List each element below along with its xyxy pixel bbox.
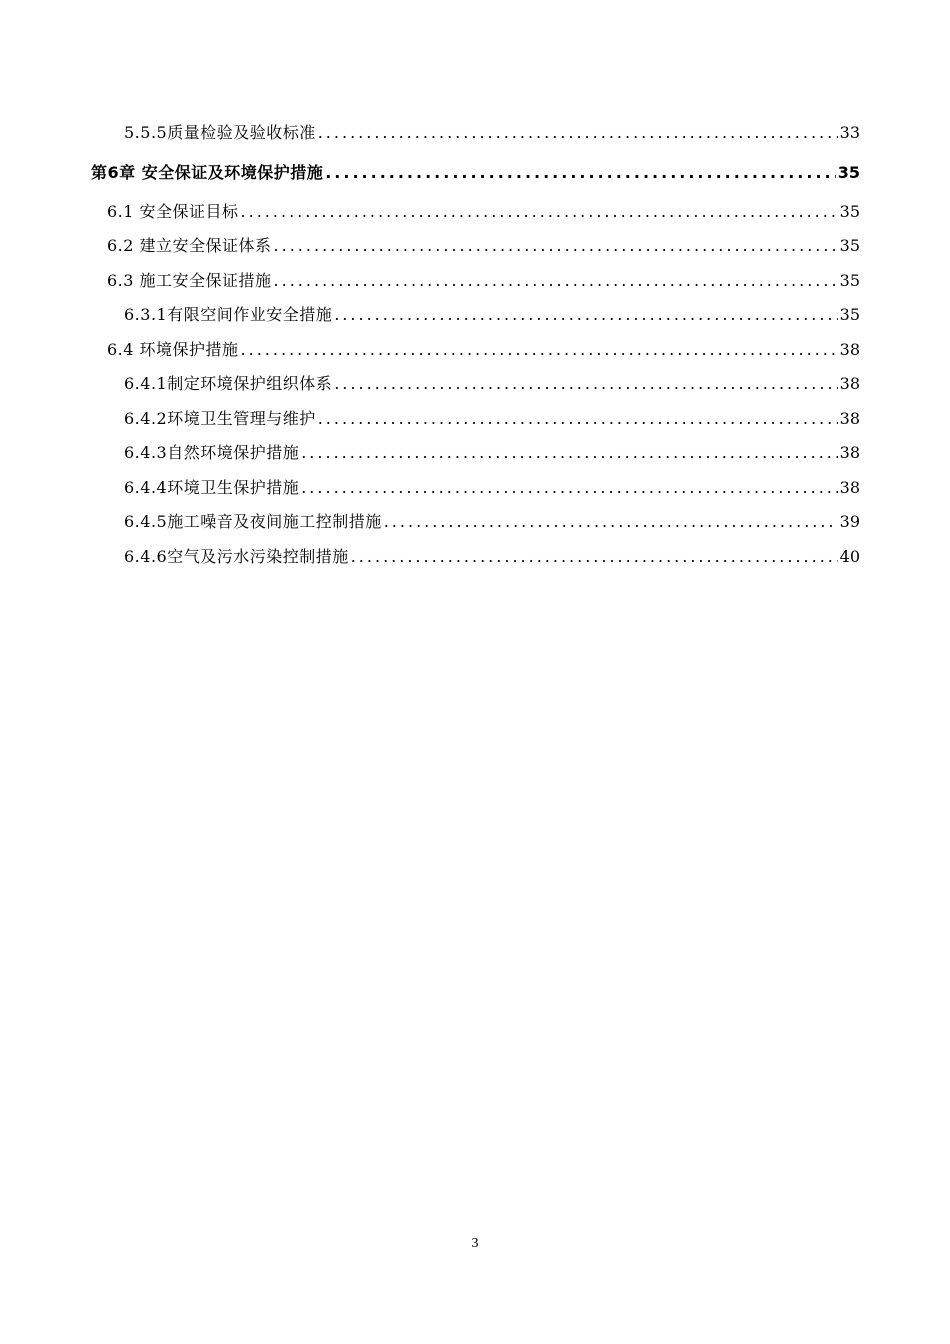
toc-entry-text: 6.4.1制定环境保护组织体系 [124, 374, 333, 393]
toc-page-number: 38 [839, 374, 860, 393]
toc-entry-text: 6.3.1有限空间作业安全措施 [124, 305, 333, 324]
toc-page-number: 38 [839, 477, 860, 497]
toc-entry-text: 6.4.2环境卫生管理与维护 [124, 408, 316, 428]
toc-entry-6-4-4[interactable] [91, 471, 860, 506]
toc-page-number: 40 [839, 546, 860, 566]
toc-dot-leader [318, 402, 838, 437]
toc-entry-text: 6.1 安全保证目标 [107, 201, 239, 221]
toc-entry-5-5-5[interactable] [91, 116, 860, 151]
toc-entry-6-3-1[interactable] [91, 298, 860, 333]
toc-dot-leader [241, 333, 838, 368]
toc-entry-text: 6.4.5施工噪音及夜间施工控制措施 [124, 512, 382, 531]
toc-page-number: 35 [839, 236, 860, 255]
toc-entry-text: 6.4 环境保护措施 [107, 339, 239, 359]
toc-dot-leader [384, 505, 838, 540]
toc-entry-text: 5.5.5质量检验及验收标准 [124, 123, 316, 142]
toc-page-number: 35 [839, 305, 860, 324]
toc-page-number: 38 [839, 408, 860, 428]
toc-page-number: 39 [839, 512, 860, 531]
toc-dot-leader [301, 436, 837, 471]
toc-entry-6-4-2[interactable] [91, 402, 860, 437]
toc-dot-leader [351, 540, 838, 575]
table-of-contents [91, 116, 860, 574]
toc-entry-6-4[interactable] [91, 333, 860, 368]
toc-entry-text: 6.4.4环境卫生保护措施 [124, 477, 300, 497]
toc-page-number: 35 [839, 201, 860, 221]
toc-entry-chapter-6[interactable] [91, 151, 860, 195]
toc-dot-leader [325, 151, 836, 195]
toc-entry-text: 6.4.6空气及污水污染控制措施 [124, 546, 349, 566]
toc-dot-leader [334, 298, 837, 333]
toc-dot-leader [318, 116, 838, 151]
toc-entry-6-2[interactable] [91, 229, 860, 264]
toc-entry-text: 6.2 建立安全保证体系 [107, 236, 272, 255]
toc-entry-text: 6.4.3自然环境保护措施 [124, 443, 300, 462]
toc-entry-6-1[interactable] [91, 195, 860, 230]
page-number-footer: 3 [471, 1236, 479, 1251]
toc-page-number: 35 [837, 162, 860, 182]
toc-entry-6-4-6[interactable] [91, 540, 860, 575]
toc-entry-text: 第6章 安全保证及环境保护措施 [91, 162, 324, 182]
toc-page-number: 38 [839, 339, 860, 359]
toc-dot-leader [301, 471, 837, 506]
toc-entry-text: 6.3 施工安全保证措施 [107, 270, 272, 290]
toc-dot-leader [274, 229, 838, 264]
toc-entry-6-4-1[interactable] [91, 367, 860, 402]
toc-entry-6-3[interactable] [91, 264, 860, 299]
toc-dot-leader [241, 195, 838, 230]
toc-entry-6-4-5[interactable] [91, 505, 860, 540]
toc-page-number: 33 [839, 123, 860, 142]
toc-page-number: 35 [839, 270, 860, 290]
toc-dot-leader [334, 367, 837, 402]
toc-page-number: 38 [839, 443, 860, 462]
toc-entry-6-4-3[interactable] [91, 436, 860, 471]
toc-dot-leader [274, 264, 838, 299]
